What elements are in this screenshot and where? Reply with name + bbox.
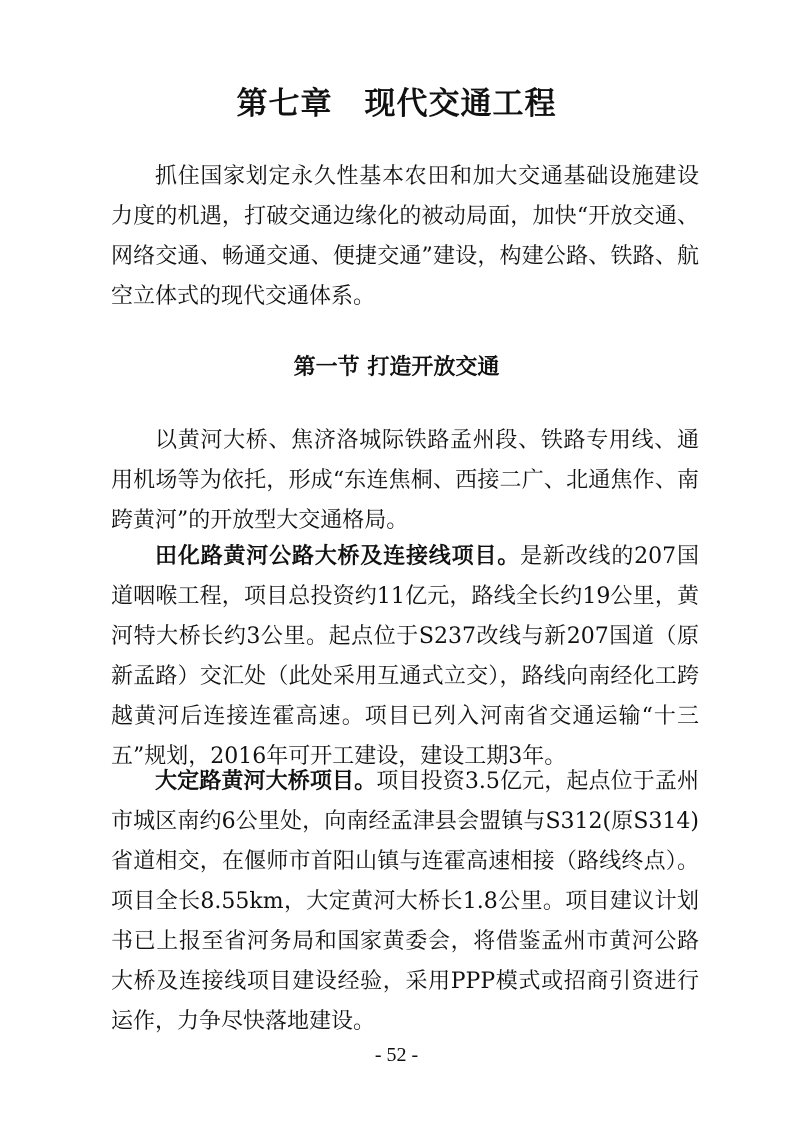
project-body-dading-bridge: 项目投资3.5亿元，起点位于孟州市城区南约6公里处，向南经孟津县会盟镇与S312(原S314)省道相交，在偃师市首阳山镇与连霍高速相接（路线终点）。项目全长8.55km，大定黄河大桥长1.8公里。项目建议计划书已上报至省河务局和国家黄委会，将借鉴孟州市黄河公路大桥及连接线项目建设经验，采用PPP模式或招商引资进行运作，力争尽快落地建设。 bbox=[111, 769, 699, 1034]
project-body-tianhua-bridge: 是新改线的207国道咽喉工程，项目总投资约11亿元，路线全长约19公里，黄河特大桥长约3公里。起点位于S237改线与新207国道（原新孟路）交汇处（此处采用互通式立交），路线向南经化工跨越黄河后连接连霍高速。项目已列入河南省交通运输“十三五”规划，2016年可开工建设，建设工期3年。 bbox=[111, 544, 699, 769]
project-paragraph-dading-bridge bbox=[111, 762, 699, 1042]
chapter-title: 第七章 现代交通工程 bbox=[236, 86, 557, 122]
page-number: - 52 - bbox=[374, 1044, 419, 1066]
project-paragraph-tianhua-bridge bbox=[111, 537, 699, 777]
intro-paragraph: 抓住国家划定永久性基本农田和加大交通基础设施建设力度的机遇，打破交通边缘化的被动局面，加快“开放交通、网络交通、畅通交通、便捷交通”建设，构建公路、铁路、航空立体式的现代交通体系。 bbox=[111, 164, 699, 309]
project-lead-dading-bridge: 大定路黄河大桥项目。 bbox=[155, 769, 377, 794]
section-intro-paragraph: 以黄河大桥、焦济洛城际铁路孟州段、铁路专用线、通用机场等为依托，形成“东连焦桐、西接二广、北通焦作、南跨黄河”的开放型大交通格局。 bbox=[111, 428, 699, 533]
project-lead-tianhua-bridge: 田化路黄河公路大桥及连接线项目。 bbox=[155, 544, 521, 569]
section-title: 第一节 打造开放交通 bbox=[293, 355, 500, 380]
